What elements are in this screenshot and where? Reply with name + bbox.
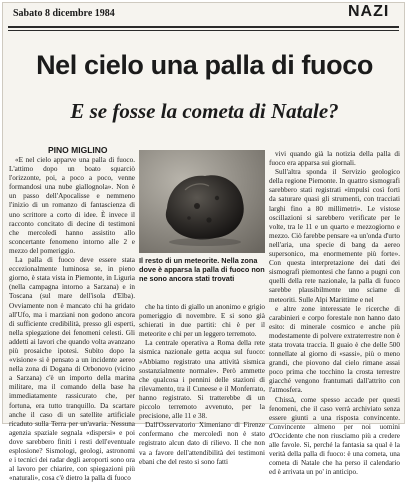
article-subhead: E se fosse la cometa di Natale? <box>70 99 339 123</box>
paragraph: La palla di fuoco deve essere stata eccezionalmente luminosa se, in pieno giorno, è stata vista in Piemonte, in Liguria (nella campagna intorno a Sarzana) e in Toscana (sul mare dell'isola d'Elba). Ovviamente non è mancato chi ha gridato all'Ufo, ma i marziani non godono ancora di sufficiente credibilità, presso gli esperti, nella spiegazione dei fenomeni celesti. Gli addetti ai lavori che quando volta avanzano più prosaiche ipotesi. Subito dopo la «visione» si è pensato a un incidente aereo nella zona di Dogana di Orbonovo (vicino a Sarzana) c'è un importo della marina militare, ma il comando della base ha immediatamente rassicurato che, per fortuna, era tutto tranquillo. Da scartare anche il caso di un satellite artificiale ricaduto sulla Terra per un'avaria. Nessuna agenzia spaziale segnala «dispersi» e poi dove sarebbero finiti i resti dell'eventuale esplosione? Sismologi, geologi, astronomi e i tecnici dei radar degli aeroporti sono ora al lavoro per chiarire, con spiegazioni più «naturali», cosa c'è dietro la palla di fuoco <box>9 256 135 483</box>
article-column-2 <box>139 303 265 466</box>
photo-caption: Il resto di un meteorite. Nella zona dove è apparsa la palla di fuoco non ne sono ancora stati trovati <box>139 256 265 284</box>
paragraph: che ha tinto di giallo un anonimo e grigio pomeriggio di novembre. E si sono già schierati in due partiti: chi è per il meteorite e chi per un leggero terremoto. <box>139 303 265 339</box>
paragraph: Sull'altra sponda il Servizio geologico della regione Piemonte. In quattro sismografi sarebbero stati registrati «impulsi così forti da saturare quasi gli strumenti, con tracciati larghi fino a 80 millimetri». Le vistose oscillazioni si sarebbero verificate per le volte, tra le 11 e un quarto e mezzogiorno e mezzo. Ciò farebbe pensare «a un'onda d'urto nell'aria, una specie di bang da aereo supersonico, ma enormemente più forte». Con questa interpretazione dei dati dei sismografi piemontesi che fanno a pugni con quelli della rete nazionale, la palla di fuoco sarebbe plausibilmente uno sciame di meteoriti. Sulle Alpi Marittime e nel <box>269 168 400 304</box>
paragraph: «E nel cielo apparve una palla di fuoco. L'attimo dopo un boato squarciò l'orizzonte, poi, a poco a poco, venne formandosi una nube giallognola». Non è un passo dell'Apocalisse e nemmeno l'inizio di un romanzo di fantascienza di uno scrittore a corto di idee. È invece il racconto concitato di decine di testimoni che mercoledì hanno assistito allo sconcertante fenomeno intorno alle 2 e mezzo del pomeriggio. <box>9 156 135 255</box>
meteorite-image <box>139 150 265 253</box>
article-headline: Nel cielo una palla di fuoco <box>36 50 373 80</box>
meteorite-photo <box>139 150 265 253</box>
issue-date: Sabato 8 dicembre 1984 <box>13 8 115 19</box>
article-column-1 <box>9 156 135 483</box>
paragraph: La centrale operativa a Roma della rete sismica nazionale getta acqua sul fuoco: «Abbiamo registrato una attività sismica sostanzialmente normale». Però ammette che qualcosa i pennini delle stazioni di rilevamento, tra il Cuneese e il Monferrato, hanno registrato. Si tratterebbe di un piccolo terremoto avvenuto, per la precisione, alle 11 e 38. <box>139 339 265 421</box>
paragraph: vivi quando già la notizia della palla di fuoco era apparsa sui giornali. <box>269 150 400 168</box>
header-rule-thin <box>8 30 399 31</box>
newspaper-page <box>2 2 405 483</box>
article-byline: PINO MIGLINO <box>48 145 108 155</box>
paragraph: Chissà, come spesso accade per questi fenomeni, che il caso verrà archiviato senza essere giunti a una risposta convincente. Convincente almeno per noi uomini d'Occidente che non riusciamo più a credere alle favole. Sì, perché la fantasia sa qual è la verità della palla di fuoco: è una cometa, una cometa di Natale che ha perso il calendario ed è arrivata un po' in anticipo. <box>269 395 400 477</box>
newspaper-masthead: NAZI <box>348 3 390 20</box>
article-column-3 <box>269 150 400 477</box>
paragraph: Dall'Osservatorio Ximeniano di Firenze confermano che mercoledì non è stato registrato alcun dato di rilievo. Il che non va a favore dell'attendibilità dei testimoni ebani che del resto si sono fatti <box>139 421 265 466</box>
header-rule <box>8 26 399 28</box>
paragraph: e altre zone interessate le ricerche di carabinieri e corpo forestale non hanno dato esito: di minerale cosmico e anche più modestamente di polvere extraterrestre non è stata trovata traccia. Il guaio è che delle 500 tonnellate al giorno di «sassi», più o meno grandi, che piovono dal cielo rimane assai poco prima che tocchino la crosta terrestre giacché vengono frantumati dall'attrito con l'atmosfera. <box>269 304 400 395</box>
